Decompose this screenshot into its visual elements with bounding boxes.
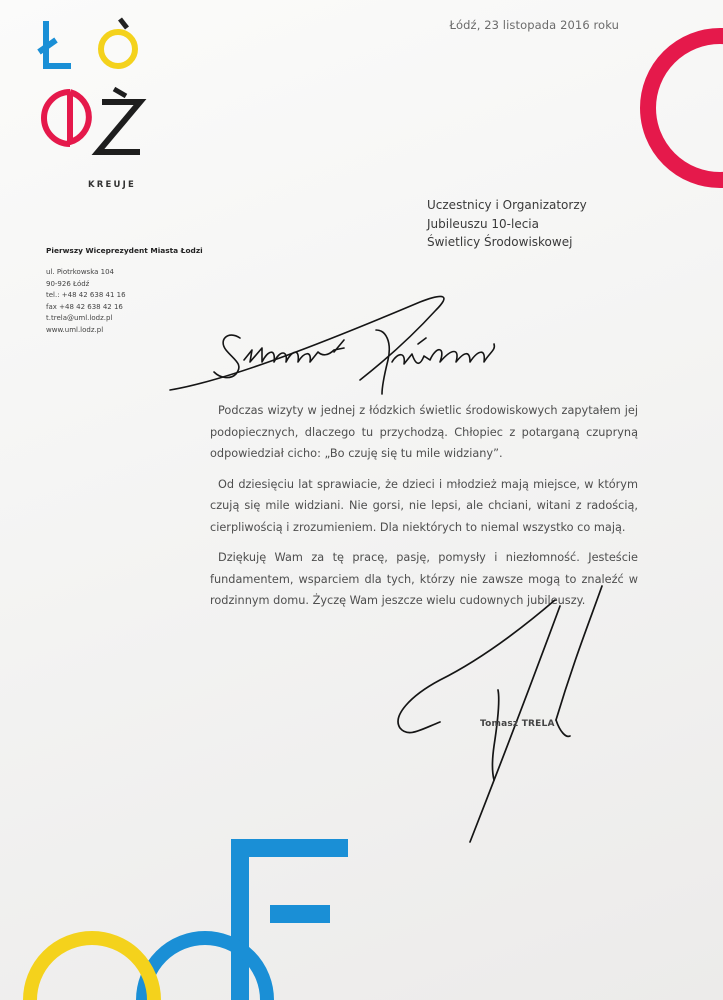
- sender-phone: tel.: +48 42 638 41 16: [46, 291, 126, 299]
- recipient-line: Jubileuszu 10-lecia: [427, 216, 539, 231]
- sender-website: www.uml.lodz.pl: [46, 325, 104, 334]
- sender-address-line: 90-926 Łódź: [46, 279, 90, 288]
- body-paragraph: Od dziesięciu lat sprawiacie, że dzieci i młodzież mają miejsce, w którym czują się mile widziani. Nie gorsi, nie lepsi, ale chciani, witani z radością, cierpliwością i zrozumieniem. Dla niektórych to niemal wszystko co mają.: [210, 477, 638, 534]
- logo-tagline: KREUJE: [88, 180, 137, 190]
- signer-name: Tomasz TRELA: [480, 719, 555, 729]
- body-paragraph: Podczas wizyty w jednej z łódzkich świetlic środowiskowych zapytałem jej podopiecznych, dlaczego tu przychodzą. Chłopiec z potarganą czupryną odpowiedział cicho: „Bo czuję się tu mile widziany”.: [210, 404, 638, 460]
- body-paragraph: Dziękuję Wam za tę pracę, pasję, pomysły i niezłomność. Jesteście fundamentem, wsparciem dla tych, którzy nie zawsze mogą to znaleźć w rodzinnym domu. Życzę Wam jeszcze wielu cudownych jubileuszy.: [210, 551, 638, 607]
- sender-fax: fax +48 42 638 42 16: [46, 302, 123, 311]
- sender-title: Pierwszy Wiceprezydent Miasta Łodzi: [46, 246, 203, 255]
- letter-date: Łódź, 23 listopada 2016 roku: [449, 18, 619, 32]
- recipient-line: Uczestnicy i Organizatorzy: [427, 198, 587, 212]
- sender-email: t.trela@uml.lodz.pl: [46, 314, 113, 322]
- recipient-line: Świetlicy Środowiskowej: [427, 235, 573, 249]
- sender-address-line: ul. Piotrkowska 104: [46, 268, 115, 276]
